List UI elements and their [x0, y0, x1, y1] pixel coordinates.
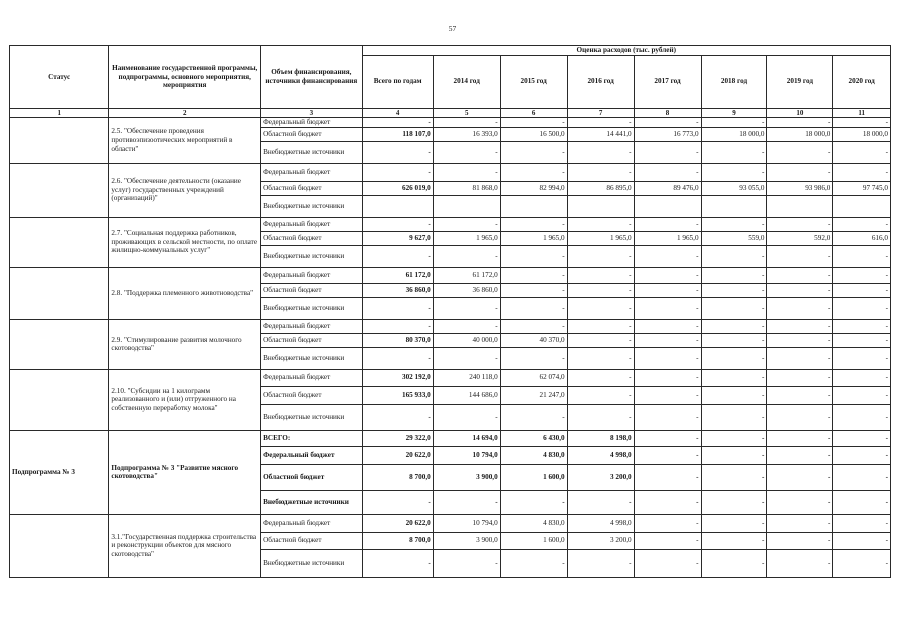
year-value-cell: -	[634, 369, 701, 386]
year-value-cell: -	[567, 333, 634, 347]
funding-source-cell: Федеральный бюджет	[261, 267, 362, 283]
total-value-cell: 165 933,0	[362, 386, 433, 404]
year-value-cell: 3 900,0	[433, 532, 500, 549]
funding-source-cell: Областной бюджет	[261, 532, 362, 549]
funding-source-cell: Федеральный бюджет	[261, 118, 362, 128]
year-value-cell: -	[567, 267, 634, 283]
year-value-cell: -	[833, 404, 891, 430]
year-value-cell: 14 441,0	[567, 127, 634, 141]
table-row	[10, 118, 891, 128]
column-number: 6	[500, 108, 567, 117]
year-value-cell: -	[833, 333, 891, 347]
year-value-cell: 36 860,0	[433, 283, 500, 297]
year-value-cell: -	[567, 369, 634, 386]
total-value-cell: 118 107,0	[362, 127, 433, 141]
year-value-cell: -	[701, 283, 767, 297]
year-value-cell: 81 868,0	[433, 181, 500, 195]
program-name-cell: 3.1."Государственная поддержка строительства и реконструкции объектов для мясного скотоводства"	[109, 514, 261, 577]
year-value-cell: -	[767, 490, 833, 514]
funding-source-cell: Областной бюджет	[261, 127, 362, 141]
year-value-cell: 1 965,0	[567, 231, 634, 245]
total-value-cell: -	[362, 217, 433, 231]
year-value-cell	[833, 195, 891, 217]
year-value-cell: -	[567, 163, 634, 181]
table-row	[10, 430, 891, 446]
funding-source-cell: Федеральный бюджет	[261, 163, 362, 181]
year-value-cell: 16 500,0	[500, 127, 567, 141]
year-value-cell: -	[634, 283, 701, 297]
year-value-cell: -	[500, 217, 567, 231]
funding-source-cell: Внебюджетные источники	[261, 195, 362, 217]
page-number: 57	[448, 24, 457, 33]
year-value-cell: -	[500, 404, 567, 430]
header-year-0: Всего по годам	[362, 55, 433, 108]
year-value-cell: -	[767, 297, 833, 319]
year-value-cell: -	[634, 404, 701, 430]
header-year-6: 2019 год	[767, 55, 833, 108]
total-value-cell: 8 700,0	[362, 532, 433, 549]
year-value-cell: -	[567, 297, 634, 319]
year-value-cell: -	[767, 333, 833, 347]
year-value-cell: -	[833, 532, 891, 549]
year-value-cell: 4 830,0	[500, 446, 567, 464]
total-value-cell: 29 322,0	[362, 430, 433, 446]
year-value-cell: -	[634, 532, 701, 549]
year-value-cell: -	[767, 404, 833, 430]
column-number: 11	[833, 108, 891, 117]
program-name-cell: 2.6. "Обеспечение деятельности (оказание услуг) государственных учреждений (организаций)"	[109, 163, 261, 217]
year-value-cell: -	[567, 347, 634, 369]
year-value-cell: 89 476,0	[634, 181, 701, 195]
column-number: 3	[261, 108, 362, 117]
funding-source-cell: Областной бюджет	[261, 333, 362, 347]
year-value-cell: -	[767, 532, 833, 549]
year-value-cell: -	[500, 141, 567, 163]
funding-source-cell: Областной бюджет	[261, 283, 362, 297]
total-value-cell: 9 627,0	[362, 231, 433, 245]
year-value-cell: -	[701, 446, 767, 464]
column-number: 2	[109, 108, 261, 117]
program-name-cell: 2.8. "Поддержка племенного животноводства"	[109, 267, 261, 319]
year-value-cell: 18 000,0	[701, 127, 767, 141]
funding-source-cell: Областной бюджет	[261, 231, 362, 245]
year-value-cell: -	[701, 141, 767, 163]
year-value-cell: -	[767, 118, 833, 128]
year-value-cell: 4 998,0	[567, 514, 634, 532]
funding-source-cell: Внебюджетные источники	[261, 490, 362, 514]
year-value-cell: -	[833, 464, 891, 490]
year-value-cell: 93 986,0	[767, 181, 833, 195]
year-value-cell: -	[500, 283, 567, 297]
header-year-4: 2017 год	[634, 55, 701, 108]
year-value-cell: -	[634, 267, 701, 283]
header-year-7: 2020 год	[833, 55, 891, 108]
year-value-cell: 82 994,0	[500, 181, 567, 195]
year-value-cell: -	[701, 490, 767, 514]
year-value-cell: -	[767, 430, 833, 446]
year-value-cell: -	[767, 245, 833, 267]
year-value-cell: -	[701, 430, 767, 446]
year-value-cell: 240 118,0	[433, 369, 500, 386]
year-value-cell: -	[833, 297, 891, 319]
total-value-cell: 36 860,0	[362, 283, 433, 297]
program-name-cell: 2.10. "Субсидии на 1 килограмм реализованного и (или) отгруженного на собственную переработку молока"	[109, 369, 261, 430]
program-name-cell: 2.5. "Обеспечение проведения противоэпизоотических мероприятий в области"	[109, 118, 261, 164]
funding-source-cell: Федеральный бюджет	[261, 369, 362, 386]
total-value-cell: 61 172,0	[362, 267, 433, 283]
total-value-cell: -	[362, 118, 433, 128]
year-value-cell: -	[701, 217, 767, 231]
year-value-cell: 6 430,0	[500, 430, 567, 446]
header-year-1: 2014 год	[433, 55, 500, 108]
total-value-cell: 20 622,0	[362, 446, 433, 464]
year-value-cell: -	[634, 549, 701, 577]
year-value-cell	[567, 195, 634, 217]
year-value-cell: 3 200,0	[567, 532, 634, 549]
year-value-cell: 8 198,0	[567, 430, 634, 446]
funding-source-cell: Областной бюджет	[261, 464, 362, 490]
year-value-cell: -	[701, 297, 767, 319]
year-value-cell: -	[433, 297, 500, 319]
year-value-cell: -	[634, 430, 701, 446]
year-value-cell	[701, 195, 767, 217]
year-value-cell: 40 000,0	[433, 333, 500, 347]
year-value-cell: -	[500, 297, 567, 319]
header-year-2: 2015 год	[500, 55, 567, 108]
year-value-cell: -	[701, 333, 767, 347]
table-row	[10, 319, 891, 333]
year-value-cell: -	[833, 446, 891, 464]
year-value-cell: -	[701, 369, 767, 386]
year-value-cell: -	[833, 283, 891, 297]
year-value-cell: -	[567, 245, 634, 267]
year-value-cell: 14 694,0	[433, 430, 500, 446]
year-value-cell: -	[567, 490, 634, 514]
year-value-cell: -	[634, 464, 701, 490]
year-value-cell: -	[833, 267, 891, 283]
year-value-cell: -	[634, 245, 701, 267]
header-year-5: 2018 год	[701, 55, 767, 108]
status-cell	[10, 267, 109, 319]
year-value-cell: -	[833, 217, 891, 231]
total-value-cell: 302 192,0	[362, 369, 433, 386]
year-value-cell: -	[701, 245, 767, 267]
year-value-cell: -	[634, 217, 701, 231]
total-value-cell: 80 370,0	[362, 333, 433, 347]
column-number: 9	[701, 108, 767, 117]
year-value-cell: -	[701, 386, 767, 404]
year-value-cell: 18 000,0	[833, 127, 891, 141]
year-value-cell: 1 965,0	[500, 231, 567, 245]
year-value-cell: -	[634, 319, 701, 333]
table-row	[10, 369, 891, 386]
year-value-cell: 616,0	[833, 231, 891, 245]
program-name-cell: Подпрограмма № 3 "Развитие мясного скотоводства"	[109, 430, 261, 514]
year-value-cell: -	[567, 118, 634, 128]
year-value-cell: 93 055,0	[701, 181, 767, 195]
year-value-cell: -	[833, 141, 891, 163]
year-value-cell	[634, 195, 701, 217]
year-value-cell: -	[500, 347, 567, 369]
year-value-cell	[433, 195, 500, 217]
year-value-cell: -	[634, 118, 701, 128]
year-value-cell: -	[701, 267, 767, 283]
year-value-cell: -	[833, 490, 891, 514]
status-cell	[10, 118, 109, 164]
year-value-cell: -	[833, 163, 891, 181]
column-number: 5	[433, 108, 500, 117]
year-value-cell: -	[634, 446, 701, 464]
year-value-cell: -	[767, 319, 833, 333]
year-value-cell: -	[701, 118, 767, 128]
total-value-cell: -	[362, 347, 433, 369]
year-value-cell: -	[833, 319, 891, 333]
year-value-cell: -	[634, 297, 701, 319]
header-estimate: Оценка расходов (тыс. рублей)	[362, 46, 890, 56]
year-value-cell: -	[634, 386, 701, 404]
year-value-cell: -	[701, 319, 767, 333]
year-value-cell: -	[567, 283, 634, 297]
year-value-cell: 16 393,0	[433, 127, 500, 141]
year-value-cell: -	[500, 163, 567, 181]
year-value-cell: 62 074,0	[500, 369, 567, 386]
funding-source-cell: ВСЕГО:	[261, 430, 362, 446]
year-value-cell: -	[833, 549, 891, 577]
year-value-cell: 3 900,0	[433, 464, 500, 490]
year-value-cell: -	[701, 514, 767, 532]
table-row	[10, 514, 891, 532]
year-value-cell: 10 794,0	[433, 446, 500, 464]
year-value-cell: -	[833, 245, 891, 267]
year-value-cell: -	[767, 283, 833, 297]
year-value-cell: -	[767, 217, 833, 231]
year-value-cell: -	[433, 163, 500, 181]
year-value-cell	[500, 195, 567, 217]
year-value-cell: -	[567, 404, 634, 430]
header-program-name: Наименование государственной программы, подпрограммы, основного мероприятия, мероприятия	[109, 46, 261, 109]
year-value-cell: -	[433, 347, 500, 369]
year-value-cell: 559,0	[701, 231, 767, 245]
total-value-cell: -	[362, 549, 433, 577]
year-value-cell: -	[767, 386, 833, 404]
funding-source-cell: Федеральный бюджет	[261, 446, 362, 464]
year-value-cell	[767, 195, 833, 217]
total-value-cell: -	[362, 245, 433, 267]
funding-source-cell: Федеральный бюджет	[261, 319, 362, 333]
year-value-cell: -	[634, 514, 701, 532]
year-value-cell: -	[500, 549, 567, 577]
year-value-cell: 16 773,0	[634, 127, 701, 141]
total-value-cell: -	[362, 297, 433, 319]
year-value-cell: 1 965,0	[634, 231, 701, 245]
year-value-cell: -	[567, 217, 634, 231]
year-value-cell: -	[767, 446, 833, 464]
year-value-cell: 86 895,0	[567, 181, 634, 195]
year-value-cell: -	[767, 267, 833, 283]
year-value-cell: -	[701, 549, 767, 577]
year-value-cell: -	[767, 549, 833, 577]
funding-source-cell: Внебюджетные источники	[261, 549, 362, 577]
year-value-cell: -	[567, 319, 634, 333]
year-value-cell: 4 830,0	[500, 514, 567, 532]
year-value-cell: 10 794,0	[433, 514, 500, 532]
year-value-cell: 1 600,0	[500, 532, 567, 549]
funding-source-cell: Внебюджетные источники	[261, 404, 362, 430]
year-value-cell: -	[500, 245, 567, 267]
year-value-cell: 61 172,0	[433, 267, 500, 283]
year-value-cell: -	[767, 464, 833, 490]
year-value-cell: -	[433, 141, 500, 163]
total-value-cell	[362, 195, 433, 217]
column-number: 1	[10, 108, 109, 117]
status-cell	[10, 369, 109, 430]
status-cell: Подпрограмма № 3	[10, 430, 109, 514]
total-value-cell: -	[362, 141, 433, 163]
program-name-cell: 2.7. "Социальная поддержка работников, проживающих в сельской местности, по оплате жилищно-коммунальных услуг"	[109, 217, 261, 267]
year-value-cell: -	[767, 514, 833, 532]
year-value-cell: -	[833, 430, 891, 446]
year-value-cell: 1 600,0	[500, 464, 567, 490]
year-value-cell: -	[701, 404, 767, 430]
year-value-cell: -	[433, 549, 500, 577]
year-value-cell: -	[433, 319, 500, 333]
year-value-cell: -	[701, 464, 767, 490]
year-value-cell: -	[500, 118, 567, 128]
year-value-cell: -	[567, 549, 634, 577]
year-value-cell: 18 000,0	[767, 127, 833, 141]
funding-source-cell: Федеральный бюджет	[261, 217, 362, 231]
column-number: 4	[362, 108, 433, 117]
total-value-cell: -	[362, 163, 433, 181]
status-cell	[10, 319, 109, 369]
year-value-cell: -	[433, 118, 500, 128]
year-value-cell: -	[433, 490, 500, 514]
year-value-cell: -	[833, 386, 891, 404]
funding-source-cell: Внебюджетные источники	[261, 141, 362, 163]
column-number: 7	[567, 108, 634, 117]
total-value-cell: -	[362, 404, 433, 430]
year-value-cell: -	[701, 532, 767, 549]
column-number: 8	[634, 108, 701, 117]
funding-source-cell: Областной бюджет	[261, 181, 362, 195]
year-value-cell: -	[634, 141, 701, 163]
year-value-cell: 3 200,0	[567, 464, 634, 490]
year-value-cell: -	[701, 347, 767, 369]
total-value-cell: -	[362, 319, 433, 333]
year-value-cell: -	[833, 369, 891, 386]
year-value-cell: 144 686,0	[433, 386, 500, 404]
funding-source-cell: Федеральный бюджет	[261, 514, 362, 532]
table-row	[10, 217, 891, 231]
status-cell	[10, 514, 109, 577]
header-status: Статус	[10, 46, 109, 109]
year-value-cell: -	[567, 141, 634, 163]
year-value-cell: -	[634, 163, 701, 181]
year-value-cell: 592,0	[767, 231, 833, 245]
year-value-cell: -	[767, 369, 833, 386]
year-value-cell: -	[433, 217, 500, 231]
table-row	[10, 267, 891, 283]
year-value-cell: -	[500, 490, 567, 514]
status-cell	[10, 163, 109, 217]
year-value-cell: -	[833, 514, 891, 532]
table-row	[10, 163, 891, 181]
year-value-cell: -	[634, 490, 701, 514]
funding-source-cell: Внебюджетные источники	[261, 347, 362, 369]
year-value-cell: 1 965,0	[433, 231, 500, 245]
year-value-cell: -	[500, 319, 567, 333]
total-value-cell: 20 622,0	[362, 514, 433, 532]
year-value-cell: 97 745,0	[833, 181, 891, 195]
expenditure-table	[9, 45, 891, 578]
header-funding-volume: Объем финансирования, источники финансирования	[261, 46, 362, 109]
year-value-cell: 21 247,0	[500, 386, 567, 404]
total-value-cell: -	[362, 490, 433, 514]
program-name-cell: 2.9. "Стимулирование развития молочного скотоводства"	[109, 319, 261, 369]
year-value-cell: -	[433, 245, 500, 267]
year-value-cell: -	[833, 118, 891, 128]
total-value-cell: 626 019,0	[362, 181, 433, 195]
total-value-cell: 8 700,0	[362, 464, 433, 490]
year-value-cell: -	[767, 141, 833, 163]
funding-source-cell: Внебюджетные источники	[261, 297, 362, 319]
year-value-cell: -	[634, 333, 701, 347]
year-value-cell: -	[500, 267, 567, 283]
header-year-3: 2016 год	[567, 55, 634, 108]
year-value-cell: 40 370,0	[500, 333, 567, 347]
column-number: 10	[767, 108, 833, 117]
year-value-cell: -	[833, 347, 891, 369]
year-value-cell: 4 998,0	[567, 446, 634, 464]
year-value-cell: -	[767, 163, 833, 181]
year-value-cell: -	[433, 404, 500, 430]
funding-source-cell: Областной бюджет	[261, 386, 362, 404]
funding-source-cell: Внебюджетные источники	[261, 245, 362, 267]
year-value-cell: -	[701, 163, 767, 181]
year-value-cell: -	[634, 347, 701, 369]
year-value-cell: -	[767, 347, 833, 369]
year-value-cell: -	[567, 386, 634, 404]
status-cell	[10, 217, 109, 267]
